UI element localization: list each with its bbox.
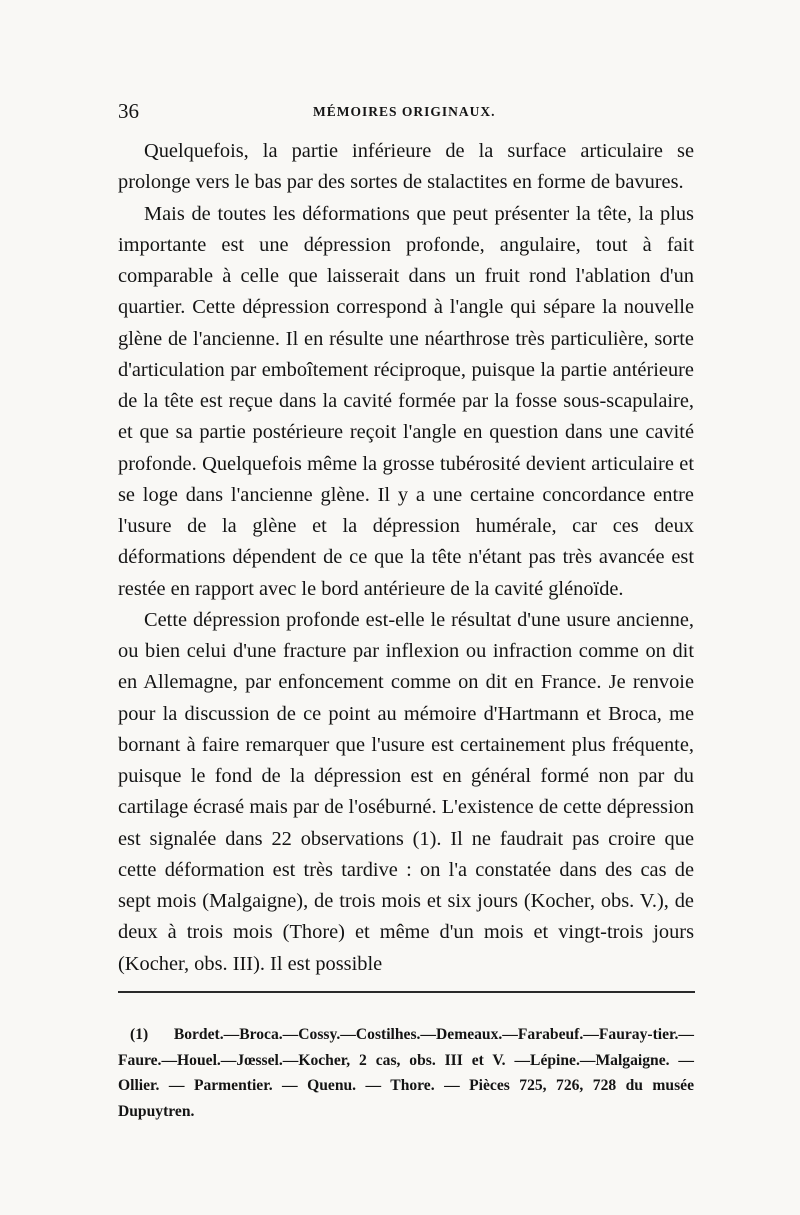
footnote: (1) Bordet.—Broca.—Cossy.—Costilhes.—Demeaux.—Farabeuf.—Fauray-tier.—Faure.—Houel.—Jœssel.—Kocher, 2 cas, obs. III et V. —Lépine.—Malgaigne. — Ollier. — Parmentier. — Quenu. — Thore. — Pièces 725, 726, 728 du musée Dupuytren. — [118, 1026, 694, 1120]
page-number: 36 — [118, 99, 139, 123]
paragraph: Quelquefois, la partie inférieure de la surface articulaire se prolonge vers le bas par des sortes de stalactites en forme de bavures. — [118, 140, 694, 194]
body-text — [118, 136, 694, 980]
running-title: MÉMOIRES ORIGINAUX. — [313, 104, 496, 119]
paragraph: Mais de toutes les déformations que peut présenter la tête, la plus importante est une dépression profonde, angulaire, tout à fait comparable à celle que laisserait dans un fruit rond l'ablation d'un quartier. Cette dépression correspond à l'angle qui sépare la nouvelle glène de l'ancienne. Il en résulte une néarthrose très particulière, sorte d'articulation par emboîtement réciproque, puisque la partie antérieure de la tête est reçue dans la cavité formée par la fosse sous-scapulaire, et que sa partie postérieure reçoit l'angle en question dans une cavité profonde. Quelquefois même la grosse tubérosité devient articulaire et se loge dans l'ancienne glène. Il y a une certaine concordance entre l'usure de la glène et la dépression humérale, car ces deux déformations dépendent de ce que la tête n'étant pas très avancée est restée en rapport avec le bord antérieure de la cavité glénoïde. — [118, 202, 694, 600]
footnote-divider — [118, 991, 695, 993]
footnotes — [118, 1022, 694, 1124]
running-head — [118, 96, 694, 126]
paragraph: Cette dépression profonde est-elle le résultat d'une usure ancienne, ou bien celui d'une fracture par inflexion ou infraction comme on dit en Allemagne, par enfoncement comme on dit en France. Je renvoie pour la discussion de ce point au mémoire d'Hartmann et Broca, me bornant à faire remarquer que l'usure est certainement plus fréquente, puisque le fond de la dépression est en général formé non par du cartilage écrasé mais par de l'oséburné. L'existence de cette dépression est signalée dans 22 observations (1). Il ne faudrait pas croire que cette déformation est très tardive : on l'a constatée dans des cas de sept mois (Malgaigne), de trois mois et six jours (Kocher, obs. V.), de deux à trois mois (Thore) et même d'un mois et vingt-trois jours (Kocher, obs. III). Il est possible — [118, 608, 694, 975]
